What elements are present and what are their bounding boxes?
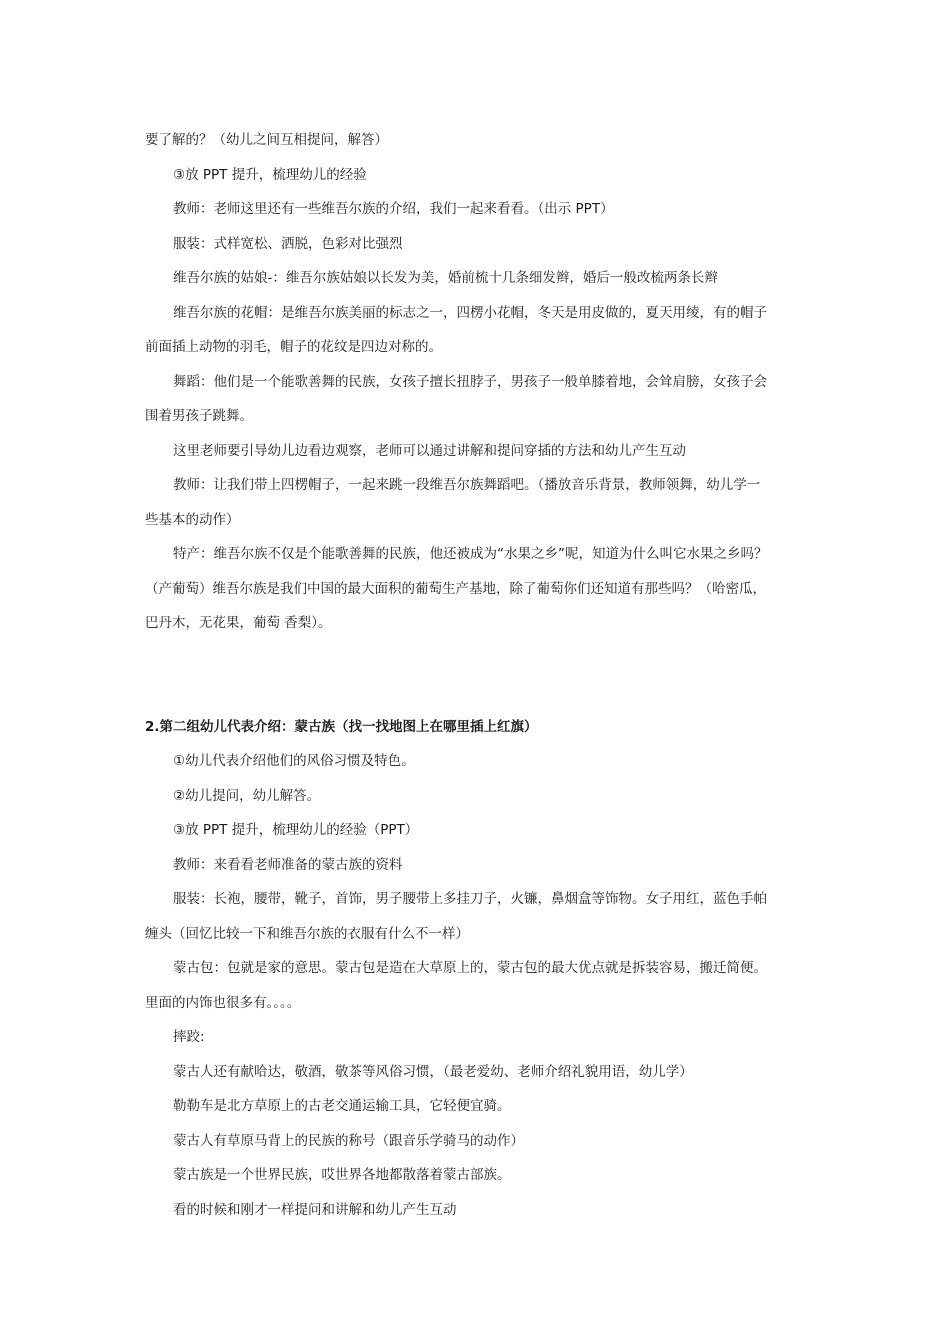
paragraph-line: 蒙古人还有献哈达，敬酒，敬茶等风俗习惯，（最老爱幼、老师介绍礼貌用语，幼儿学） — [173, 1063, 693, 1080]
paragraph-line: 蒙古包：包就是家的意思。蒙古包是造在大草原上的，蒙古包的最大优点就是拆装容易，搬迁简便。 — [173, 960, 767, 976]
paragraph-line: ③放 PPT 提升，梳理幼儿的经验 — [173, 166, 367, 183]
paragraph-line: 摔跤: — [173, 1029, 205, 1045]
paragraph-line: 要了解的？（幼儿之间互相提问，解答） — [145, 132, 388, 148]
section-spacer — [145, 641, 835, 710]
paragraph-line: 服装：长袍，腰带，靴子，首饰，男子腰带上多挂刀子，火镰，鼻烟盒等饰物。女子用红，蓝色手帕 — [173, 891, 767, 907]
paragraph-line: 缠头（回忆比较一下和维吾尔族的衣服有什么不一样） — [145, 925, 469, 942]
paragraph-line: ①幼儿代表介绍他们的风俗习惯及特色。 — [173, 753, 415, 769]
paragraph-line: 围着男孩子跳舞。 — [145, 408, 253, 424]
paragraph-line: 巴丹木，无花果，葡萄 香梨）。 — [145, 615, 332, 631]
paragraph-line: 特产：维吾尔族不仅是个能歌善舞的民族，他还被成为“水果之乡”呢，知道为什么叫它水果之乡吗？ — [173, 546, 768, 562]
paragraph-line: 教师：来看看老师准备的蒙古族的资料 — [173, 856, 403, 873]
paragraph-line: 服装：式样宽松、洒脱，色彩对比强烈 — [173, 235, 403, 252]
paragraph-line: 里面的内饰也很多有。。。。 — [145, 994, 301, 1011]
paragraph-line: 舞蹈：他们是一个能歌善舞的民族，女孩子擅长扭脖子，男孩子一般单膝着地，会耸肩膀，女孩子会 — [173, 373, 767, 390]
paragraph-line: 教师：老师这里还有一些维吾尔族的介绍，我们一起来看看。（出示 PPT） — [173, 201, 614, 217]
paragraph-line: 维吾尔族的花帽：是维吾尔族美丽的标志之一，四楞小花帽，冬天是用皮做的，夏天用绫，有的帽子 — [173, 304, 767, 321]
paragraph-line: 蒙古人有草原马背上的民族的称号（跟音乐学骑马的动作） — [173, 1132, 524, 1149]
paragraph-line: 这里老师要引导幼儿边看边观察，老师可以通过讲解和提问穿插的方法和幼儿产生互动 — [173, 442, 686, 459]
paragraph-line: ②幼儿提问，幼儿解答。 — [173, 787, 321, 804]
paragraph-line: 看的时候和刚才一样提问和讲解和幼儿产生互动 — [173, 1201, 457, 1218]
paragraph-line: 蒙古族是一个世界民族，哎世界各地都散落着蒙古部族。 — [173, 1167, 511, 1183]
paragraph-line: 维吾尔族的姑娘-：维吾尔族姑娘以长发为美，婚前梳十几条细发辫，婚后一般改梳两条长辫 — [173, 270, 718, 286]
document-body — [145, 123, 835, 1227]
paragraph-line: （产葡萄）维吾尔族是我们中国的最大面积的葡萄生产基地，除了葡萄你们还知道有那些吗？（哈密瓜， — [145, 580, 766, 597]
section-heading: 2.第二组幼儿代表介绍：蒙古族（找一找地图上在哪里插上红旗） — [145, 718, 538, 735]
paragraph-line: 些基本的动作） — [145, 511, 240, 528]
paragraph-line: 教师：让我们带上四楞帽子，一起来跳一段维吾尔族舞蹈吧。（播放音乐背景，教师领舞，幼儿学一 — [173, 477, 761, 493]
paragraph-line: 勒勒车是北方草原上的古老交通运输工具，它轻便宜骑。 — [173, 1098, 511, 1114]
paragraph-line: ③放 PPT 提升，梳理幼儿的经验（PPT） — [173, 822, 419, 838]
paragraph-line: 前面插上动物的羽毛，帽子的花纹是四边对称的。 — [145, 339, 442, 355]
